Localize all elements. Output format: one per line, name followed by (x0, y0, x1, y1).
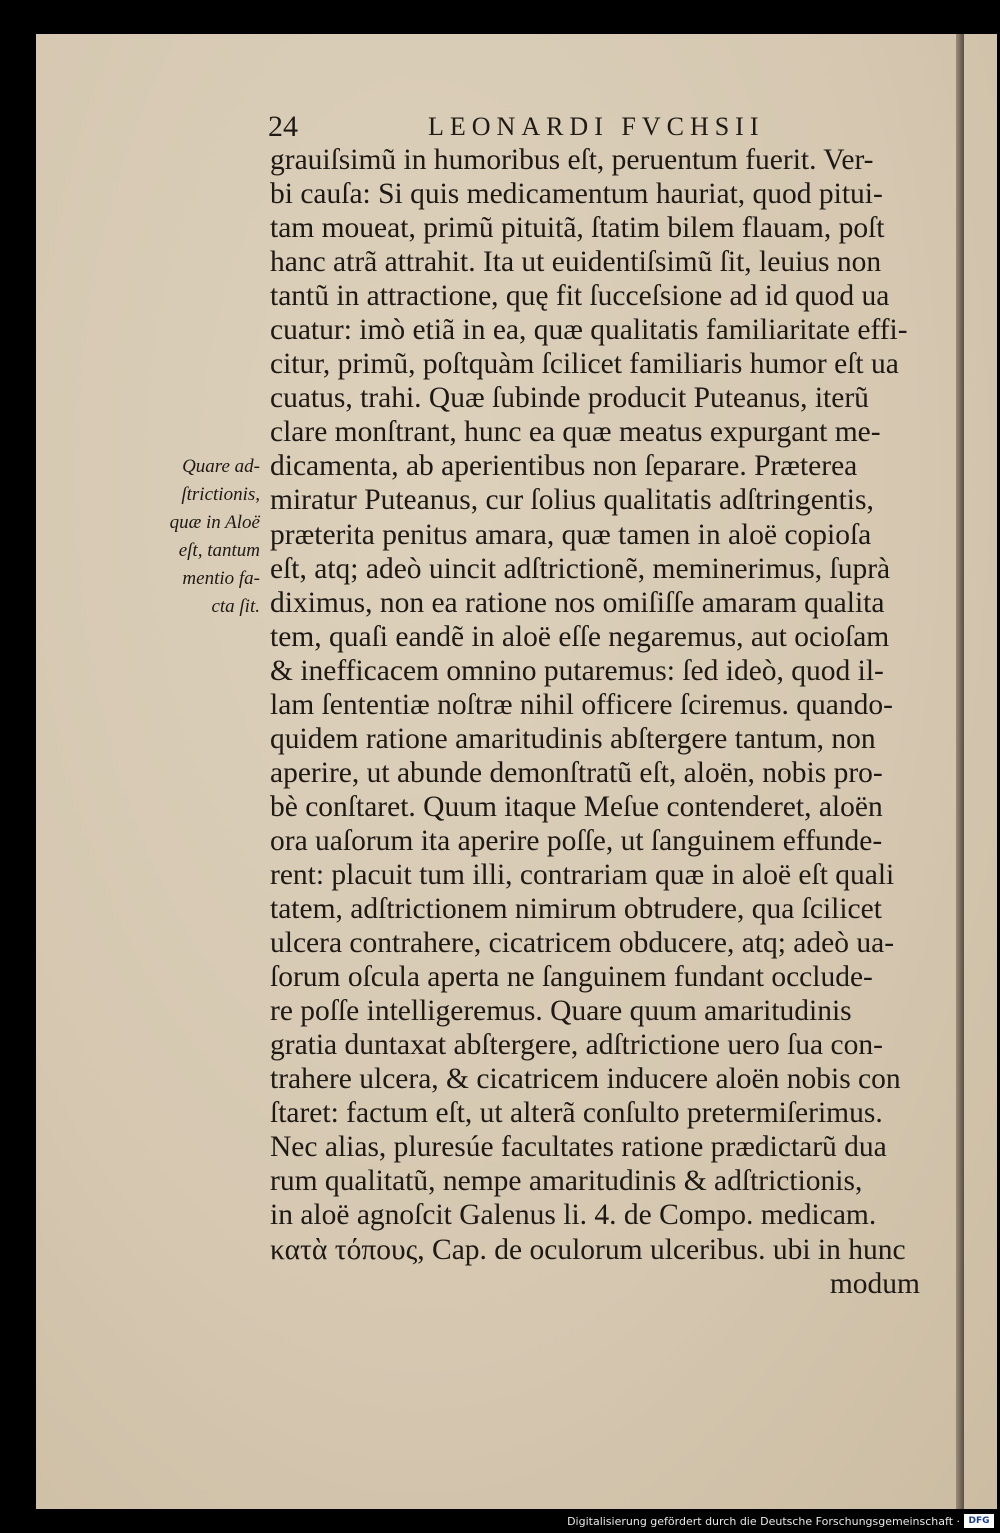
text-line: ora uaſorum ita aperire poſſe, ut ſanguinem effunde- (270, 824, 883, 857)
text-line: ſorum oſcula aperta ne ſanguinem fundant occlude- (270, 961, 873, 994)
text-line: aperire, ut abunde demonſtratũ eſt, aloën, nobis pro- (270, 756, 883, 789)
body-text (270, 143, 970, 1301)
text-line: re poſſe intelligeremus. Quare quum amaritudinis (270, 995, 852, 1028)
text-line: ulcera contrahere, cicatricem obducere, atq; adeò ua- (270, 927, 895, 960)
text-line: in aloë agnoſcit Galenus li. 4. de Compo. medicam. (270, 1199, 877, 1232)
margin-note-line: Quare ad- (182, 456, 260, 477)
text-line: trahere ulcera, & cicatricem inducere aloën nobis con (270, 1063, 901, 1096)
margin-note-line: ſtrictionis, (181, 484, 260, 505)
text-line: eſt, atq; adeò uincit adſtrictionẽ, meminerimus, ſuprà (270, 552, 891, 585)
text-line: miratur Puteanus, cur ſolius qualitatis adſtringentis, (270, 484, 874, 517)
text-line: clare monſtrant, hunc ea quæ meatus expurgant me- (270, 416, 881, 449)
text-line: & inefficacem omnino putaremus: ſed ideò, quod il- (270, 654, 884, 687)
text-line: tantũ in attractione, quę fit ſucceſsione ad id quod ua (270, 280, 890, 313)
text-line: rum qualitatũ, nempe amaritudinis & adſtrictionis, (270, 1165, 863, 1198)
margin-note-line: eſt, tantum (178, 540, 260, 561)
text-line: Nec alias, pluresúe facultates ratione prædictarũ dua (270, 1131, 887, 1164)
text-line: grauiſsimũ in humoribus eſt, peruentum fuerit. Ver- (270, 144, 874, 176)
running-head (268, 110, 968, 146)
footer-bar (0, 1509, 1000, 1533)
text-line: bi cauſa: Si quis medicamentum hauriat, quod pitui- (270, 178, 883, 211)
text-line: gratia duntaxat abſtergere, adſtrictione uero ſua con- (270, 1029, 883, 1062)
funding-notice: Digitalisierung gefördert durch die Deutsche Forschungsgemeinschaft · (567, 1515, 960, 1528)
running-title: LEONARDI FVCHSII (428, 112, 765, 141)
text-line: citur, primũ, poſtquàm ſcilicet familiaris humor eſt ua (270, 348, 899, 381)
text-line: rent: placuit tum illi, contrariam quæ in aloë eſt quali (270, 858, 895, 891)
text-line: tatem, adſtrictionem nimirum obtrudere, qua ſcilicet (270, 893, 882, 926)
text-line: hanc atrã attrahit. Ita ut euidentiſsimũ ſit, leuius non (270, 246, 882, 279)
text-line: ſtaret: factum eſt, ut alterã conſulto pretermiſerimus. (270, 1097, 883, 1130)
marginal-note (140, 453, 260, 621)
text-line: tam moueat, primũ pituitã, ſtatim bilem flauam, poſt (270, 212, 885, 245)
dfg-logo[interactable]: DFG (964, 1514, 994, 1528)
margin-note-line: cta ſit. (211, 596, 260, 617)
margin-note-line: mentio fa- (182, 568, 260, 589)
page-number: 24 (268, 110, 298, 143)
text-line: præterita penitus amara, quæ tamen in aloë copioſa (270, 518, 872, 551)
text-line: cuatur: imò etiã in ea, quæ qualitatis familiaritate effi- (270, 314, 908, 347)
margin-note-line: quæ in Aloë (169, 512, 260, 533)
text-line: cuatus, trahi. Quæ ſubinde producit Puteanus, iterũ (270, 382, 869, 415)
text-line: κατὰ τόπους, Cap. de oculorum ulceribus. ubi in hunc (270, 1233, 906, 1266)
text-line: lam ſententiæ noſtræ nihil officere ſciremus. quando- (270, 688, 893, 721)
text-line: diximus, non ea ratione nos omiſiſſe amaram qualita (270, 586, 885, 619)
text-line: dicamenta, ab aperientibus non ſeparare. Præterea (270, 450, 858, 483)
catchword: modum (829, 1267, 920, 1300)
text-line: tem, quaſi eandẽ in aloë eſſe negaremus, aut ocioſam (270, 620, 890, 653)
text-line: bè conſtaret. Quum itaque Meſue contenderet, aloën (270, 790, 883, 823)
text-line: quidem ratione amaritudinis abſtergere tantum, non (270, 722, 876, 755)
